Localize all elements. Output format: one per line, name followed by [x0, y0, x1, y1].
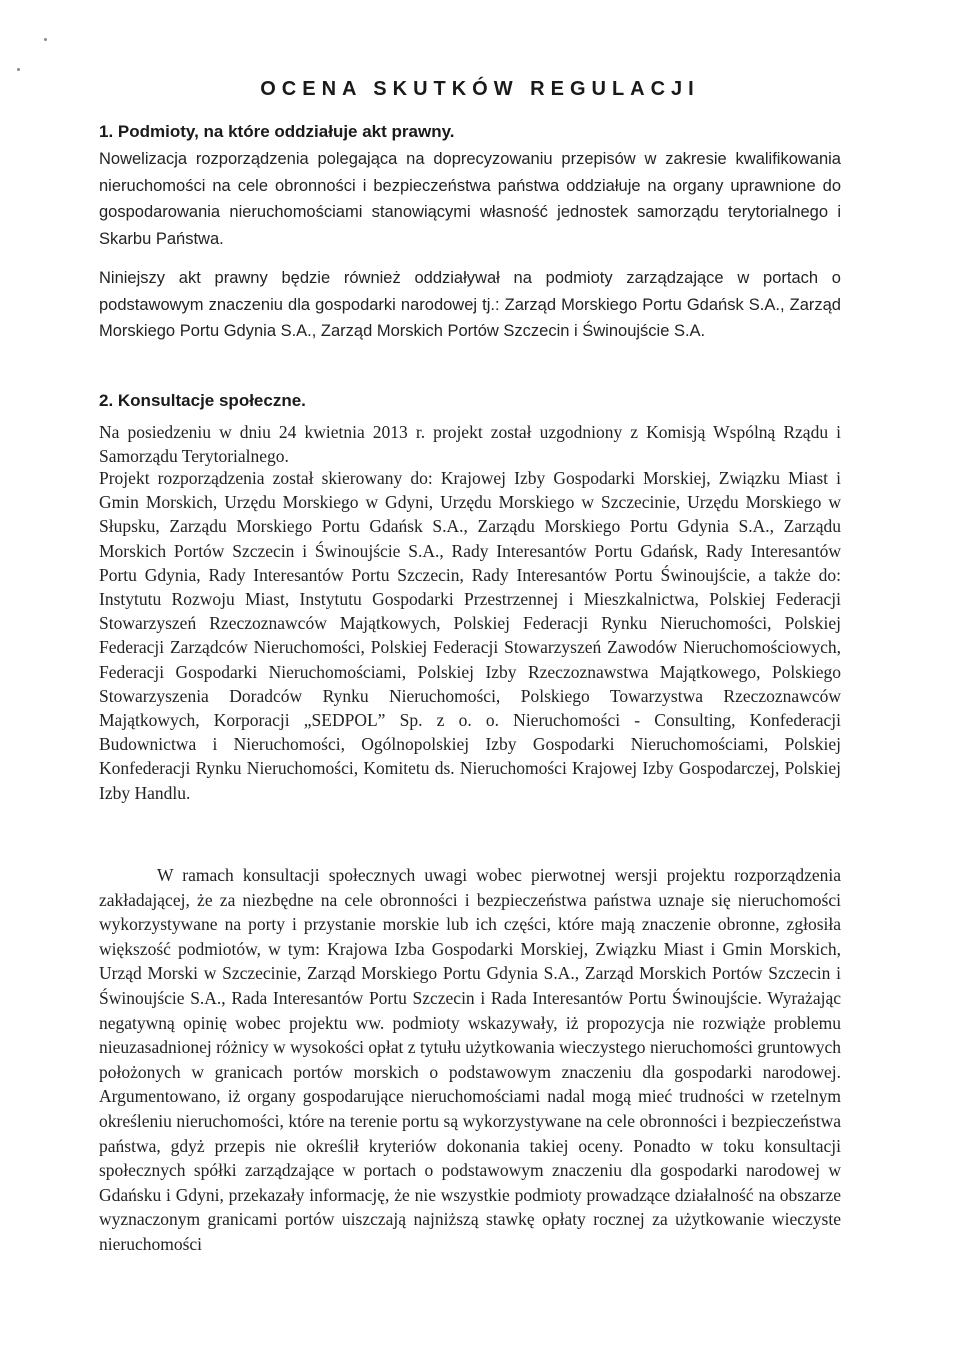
section-2-paragraph-3: W ramach konsultacji społecznych uwagi wobec pierwotnej wersji projektu rozporządzenia zakładającej, że za niezbędne na cele obronności i bezpieczeństwa państwa uznaje się nieruchomości wykorzystywane na porty i przystanie morskie lub ich części, które mają znaczenie obronne, zgłosiła większość podmiotów, w tym: Krajowa Izba Gospodarki Morskiej, Związku Miast i Gmin Morskich, Urząd Morski w Szczecinie, Zarząd Morskiego Portu Gdynia S.A., Zarząd Morskich Portów Szczecin i Świnoujście S.A., Rada Interesantów Portu Szczecin i Rada Interesantów Portu Świnoujście. Wyrażając negatywną opinię wobec projektu ww. podmioty wskazywały, iż propozycja nie rozwiąże problemu nieuzasadnionej różnicy w wysokości opłat z tytułu użytkowania wieczystego nieruchomości gruntowych położonych w granicach portów morskich o podstawowym znaczeniu dla gospodarki narodowej. Argumentowano, iż organy gospodarujące nieruchomościami nadal mogą mieć trudności w rzetelnym określeniu nieruchomości, które na terenie portu są wykorzystywane na cele obronności i bezpieczeństwa państwa, gdyż przepis nie określił kryteriów dokonania takiej oceny. Ponadto w toku konsultacji społecznych spółki zarządzające w portach o podstawowym znaczeniu dla gospodarki narodowej w Gdańsku i Gdyni, przekazały informację, że nie wszystkie podmioty prowadzące działalność na obszarze wyznaczonym granicami portów uiszczają najniższą stawkę opłaty rocznej za użytkowanie wieczyste nieruchomości [99, 865, 841, 1254]
section-1-heading: 1. Podmioty, na które oddziałuje akt prawny. [99, 122, 455, 141]
document-title: OCENA SKUTKÓW REGULACJI [260, 78, 700, 100]
scan-speck [17, 68, 20, 71]
section-2-heading: 2. Konsultacje społeczne. [99, 391, 306, 410]
scan-speck [44, 38, 47, 41]
section-2-paragraph-2: Projekt rozporządzenia został skierowany do: Krajowej Izby Gospodarki Morskiej, Związku Miast i Gmin Morskich, Urzędu Morskiego w Gdyni, Urzędu Morskiego w Szczecinie, Urzędu Morskiego w Słupsku, Zarządu Morskiego Portu Gdańsk S.A., Zarządu Morskiego Portu Gdynia S.A., Zarządu Morskich Portów Szczecin i Świnoujście S.A., Rady Interesantów Portu Gdańsk, Rady Interesantów Portu Gdynia, Rady Interesantów Portu Szczecin, Rady Interesantów Portu Świnoujście, a także do: Instytutu Rozwoju Miast, Instytutu Gospodarki Przestrzennej i Mieszkalnictwa, Polskiej Federacji Stowarzyszeń Rzeczoznawców Majątkowych, Polskiej Federacji Rynku Nieruchomości, Polskiej Federacji Zarządców Nieruchomości, Polskiej Federacji Stowarzyszeń Zawodów Nieruchomościowych, Federacji Gospodarki Nieruchomościami, Polskiej Izby Rzeczoznawstwa Majątkowego, Polskiego Stowarzyszenia Doradców Rynku Nieruchomości, Polskiego Towarzystwa Rzeczoznawców Majątkowych, Korporacji „SEDPOL” Sp. z o. o. Nieruchomości - Consulting, Konfederacji Budownictwa i Nieruchomości, Ogólnopolskiej Izby Gospodarki Nieruchomościami, Polskiej Konfederacji Rynku Nieruchomości, Komitetu ds. Nieruchomości Krajowej Izby Gospodarczej, Polskiej Izby Handlu. [99, 468, 841, 803]
section-2-paragraph-1: Na posiedzeniu w dniu 24 kwietnia 2013 r. projekt został uzgodniony z Komisją Wspólną Rządu i Samorządu Terytorialnego. [99, 422, 841, 467]
section-1-paragraph-2: Niniejszy akt prawny będzie również oddziaływał na podmioty zarządzające w portach o podstawowym znaczeniu dla gospodarki narodowej tj.: Zarząd Morskiego Portu Gdańsk S.A., Zarząd Morskiego Portu Gdynia S.A., Zarząd Morskich Portów Szczecin i Świnoujście S.A. [99, 269, 841, 341]
section-1-paragraph-1: Nowelizacja rozporządzenia polegająca na doprecyzowaniu przepisów w zakresie kwalifikowania nieruchomości na cele obronności i bezpieczeństwa państwa oddziałuje na organy uprawnione do gospodarowania nieruchomościami stanowiącymi własność jednostek samorządu terytorialnego i Skarbu Państwa. [99, 150, 841, 248]
